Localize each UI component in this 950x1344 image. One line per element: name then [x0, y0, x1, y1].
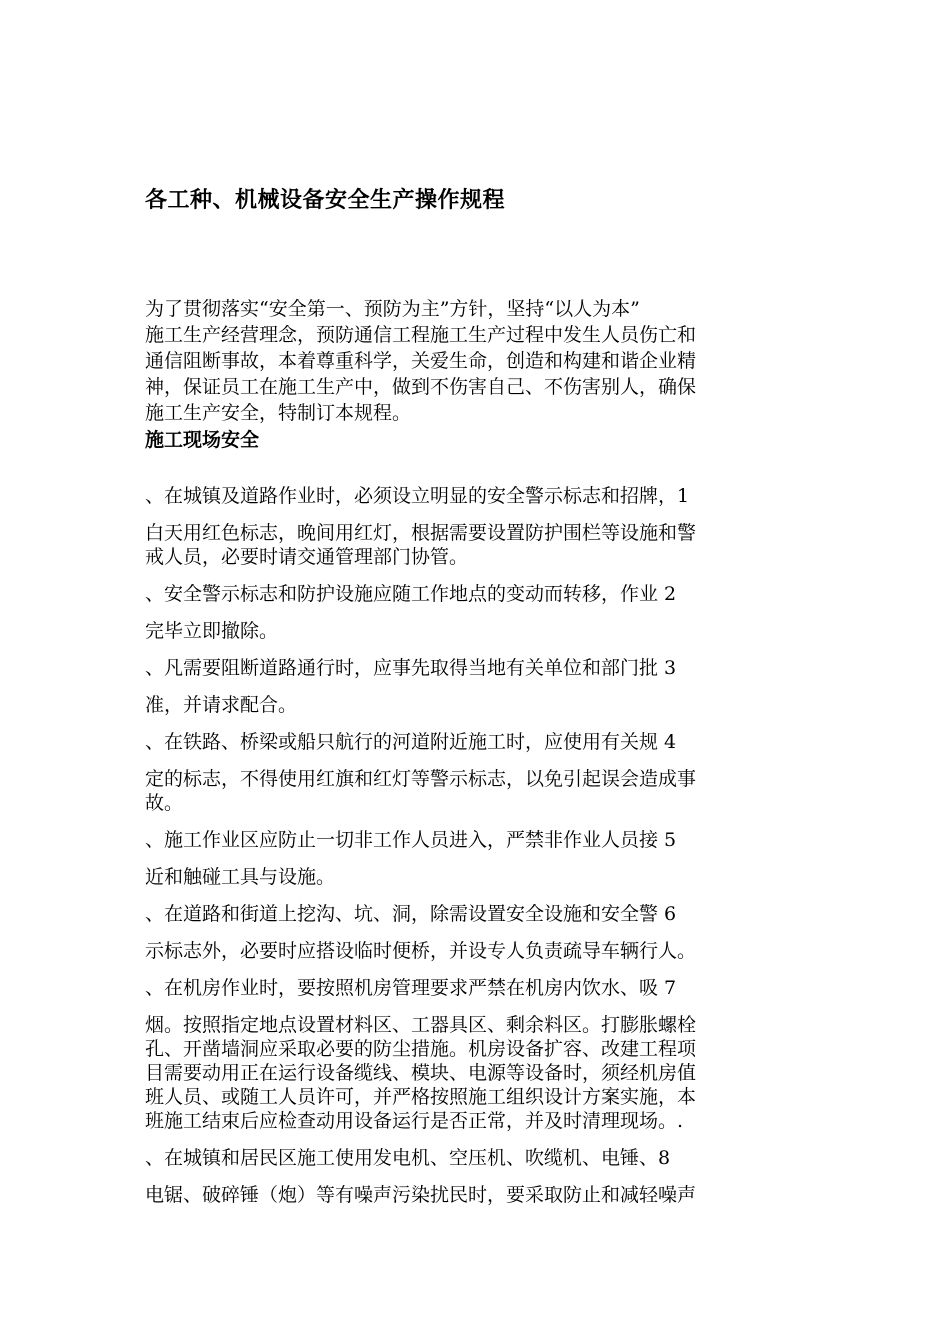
rule-item-first-line: 、在机房作业时，要按照机房管理要求严禁在机房内饮水、吸 7: [145, 977, 677, 999]
rule-item-line: 孔、开凿墙洞应采取必要的防尘措施。机房设备扩容、改建工程项: [145, 1038, 697, 1060]
rule-item-line: 定的标志，不得使用红旗和红灯等警示标志，以免引起误会造成事: [145, 768, 697, 790]
rule-item-line: 烟。按照指定地点设置材料区、工器具区、剩余料区。打膨胀螺栓: [145, 1014, 697, 1036]
document-title: 各工种、机械设备安全生产操作规程: [145, 187, 506, 213]
rule-item-first-line: 、在铁路、桥梁或船只航行的河道附近施工时，应使用有关规 4: [145, 731, 677, 753]
intro-line: 施工生产经营理念，预防通信工程施工生产过程中发生人员伤亡和: [145, 324, 697, 346]
rule-item: [145, 1145, 805, 1207]
rule-item-body: [145, 767, 805, 815]
rule-item-line: 完毕立即撤除。: [145, 620, 279, 642]
rule-item: [145, 901, 805, 963]
rule-item-line: 班人员、或随工人员许可，并严格按照施工组织设计方案实施，本: [145, 1086, 697, 1108]
intro-line: 施工生产安全，特制订本规程。: [145, 402, 412, 424]
rule-item-line: 电锯、破碎锤（炮）等有噪声污染扰民时，要采取防止和减轻噪声: [145, 1184, 697, 1206]
intro-line: 通信阻断事故，本着尊重科学，关爱生命，创造和构建和谐企业精: [145, 350, 697, 372]
rule-item-line: 故。: [145, 792, 184, 814]
rule-item-line: 白天用红色标志，晚间用红灯，根据需要设置防护围栏等设施和警: [145, 522, 697, 544]
rule-item-body: [145, 939, 805, 963]
rule-item: [145, 655, 805, 717]
rule-item: [145, 975, 805, 1133]
rule-item-line: 戒人员，必要时请交通管理部门协管。: [145, 546, 469, 568]
rule-item-line: 班施工结束后应检查动用设备运行是否正常，并及时清理现场。.: [145, 1110, 684, 1132]
rule-item-body: [145, 1183, 805, 1207]
section-heading: 施工现场安全: [145, 429, 260, 451]
rule-item-first-line: 、在道路和街道上挖沟、坑、洞，除需设置安全设施和安全警 6: [145, 903, 677, 925]
rule-list: [145, 483, 805, 1219]
rule-item: [145, 483, 805, 569]
rule-item-line: 近和触碰工具与设施。: [145, 866, 336, 888]
intro-line: 神，保证员工在施工生产中，做到不伤害自己、不伤害别人，确保: [145, 376, 697, 398]
rule-item: [145, 827, 805, 889]
rule-item-body: [145, 693, 805, 717]
rule-item-first-line: 、施工作业区应防止一切非工作人员进入，严禁非作业人员接 5: [145, 829, 677, 851]
rule-item-first-line: 、安全警示标志和防护设施应随工作地点的变动而转移，作业 2: [145, 583, 677, 605]
rule-item-line: 示标志外，必要时应搭设临时便桥，并设专人负责疏导车辆行人。: [145, 940, 697, 962]
intro-line: 为了贯彻落实“安全第一、预防为主”方针，坚持“以人为本”: [145, 298, 640, 320]
rule-item-first-line: 、在城镇及道路作业时，必须设立明显的安全警示标志和招牌，1: [145, 485, 690, 507]
rule-item-body: [145, 619, 805, 643]
rule-item-body: [145, 1013, 805, 1133]
rule-item: [145, 729, 805, 815]
rule-item-line: 目需要动用正在运行设备缆线、模块、电源等设备时，须经机房值: [145, 1062, 697, 1084]
intro-paragraph: [145, 296, 795, 426]
rule-item-body: [145, 521, 805, 569]
rule-item-first-line: 、凡需要阻断道路通行时，应事先取得当地有关单位和部门批 3: [145, 657, 677, 679]
rule-item-line: 准，并请求配合。: [145, 694, 298, 716]
rule-item: [145, 581, 805, 643]
rule-item-body: [145, 865, 805, 889]
rule-item-first-line: 、在城镇和居民区施工使用发电机、空压机、吹缆机、电锤、8: [145, 1147, 671, 1169]
